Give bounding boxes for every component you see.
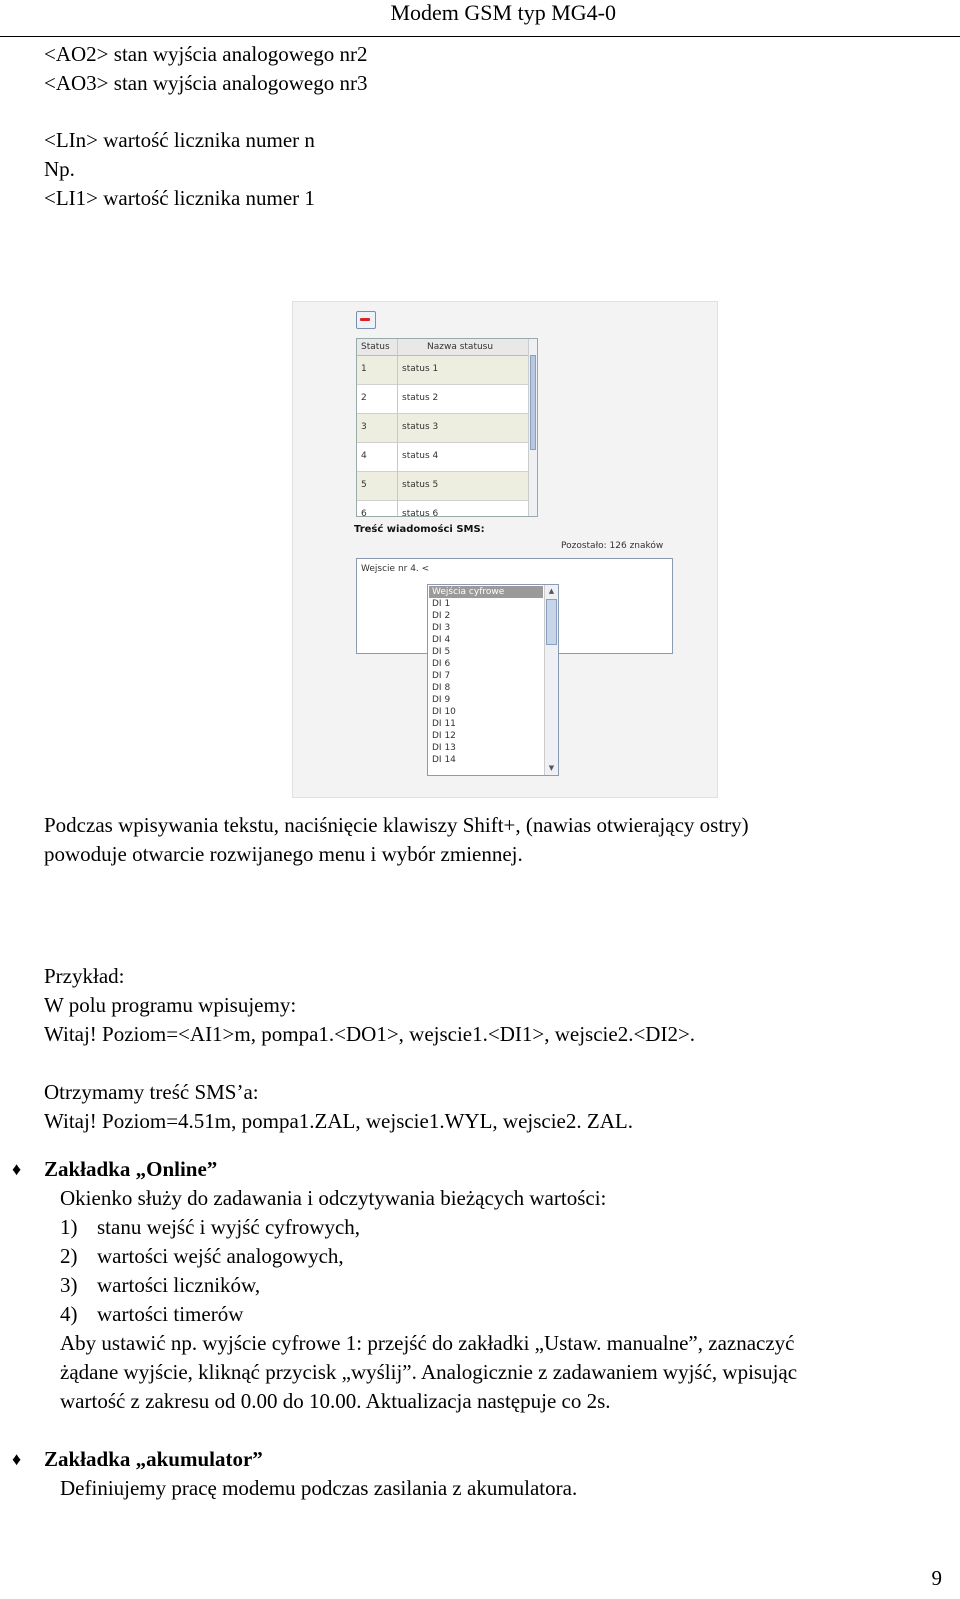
scroll-up-icon[interactable]: ▲ xyxy=(548,587,555,595)
example-line-input-label: W polu programu wpisujemy: xyxy=(44,993,297,1017)
table-row[interactable] xyxy=(357,472,529,501)
row-name: status 3 xyxy=(402,422,439,432)
example-line-result: Witaj! Poziom=4.51m, pompa1.ZAL, wejscie1.WYL, wejscie2. ZAL. xyxy=(44,1109,633,1133)
dropdown-item[interactable]: DI 6 xyxy=(432,659,451,669)
sms-content-label: Treść wiadomości SMS: xyxy=(354,524,485,535)
online-instructions-line1: Aby ustawić np. wyjście cyfrowe 1: przejść do zakładki „Ustaw. manualne”, zaznaczyć xyxy=(60,1331,795,1355)
dropdown-item-selected[interactable]: Wejścia cyfrowe xyxy=(429,586,543,598)
intro-line-li1: <LI1> wartość licznika numer 1 xyxy=(44,186,315,210)
remaining-chars-counter: Pozostało: 126 znaków xyxy=(561,541,664,551)
dropdown-item[interactable]: DI 5 xyxy=(432,647,451,657)
table-row[interactable] xyxy=(357,501,529,517)
scroll-down-icon[interactable]: ▼ xyxy=(548,764,555,772)
row-id: 2 xyxy=(361,393,367,403)
list-item: wartości liczników, xyxy=(97,1273,261,1297)
scrollbar-thumb[interactable] xyxy=(530,355,536,450)
list-item-number: 3) xyxy=(60,1273,78,1297)
status-table-header xyxy=(357,339,529,356)
intro-line-ao3: <AO3> stan wyjścia analogowego nr3 xyxy=(44,71,368,95)
paragraph-shift-line1: Podczas wpisywania tekstu, naciśnięcie klawiszy Shift+, (nawias otwierający ostry) xyxy=(44,813,749,837)
dropdown-item[interactable]: DI 2 xyxy=(432,611,451,621)
online-instructions-line2: żądane wyjście, kliknąć przycisk „wyślij”. Analogicznie z zadawaniem wyjść, wpisując xyxy=(60,1360,798,1384)
paragraph-shift-line2: powoduje otwarcie rozwijanego menu i wybór zmiennej. xyxy=(44,842,523,866)
remove-status-button[interactable] xyxy=(356,311,376,329)
example-line-input: Witaj! Poziom=<AI1>m, pompa1.<DO1>, wejscie1.<DI1>, wejscie2.<DI2>. xyxy=(44,1022,696,1046)
list-item-number: 1) xyxy=(60,1215,78,1239)
row-name: status 2 xyxy=(402,393,439,403)
status-table xyxy=(356,338,538,517)
dropdown-scrollbar[interactable] xyxy=(544,585,558,775)
column-separator xyxy=(397,339,398,516)
sms-message-text: Wejscie nr 4. < xyxy=(361,564,430,574)
list-item: wartości wejść analogowych, xyxy=(97,1244,344,1268)
row-id: 6 xyxy=(361,509,367,517)
variable-dropdown[interactable] xyxy=(427,584,559,776)
table-row[interactable] xyxy=(357,443,529,472)
row-id: 5 xyxy=(361,480,367,490)
row-id: 1 xyxy=(361,364,367,374)
dropdown-item[interactable]: DI 1 xyxy=(432,599,451,609)
list-item: wartości timerów xyxy=(97,1302,244,1326)
page-number: 9 xyxy=(931,1566,942,1590)
dropdown-item[interactable]: DI 7 xyxy=(432,671,451,681)
list-item-number: 2) xyxy=(60,1244,78,1268)
dropdown-item[interactable]: DI 10 xyxy=(432,707,456,717)
row-name: status 1 xyxy=(402,364,439,374)
column-header-status[interactable]: Status xyxy=(361,342,390,352)
section-title-online: Zakładka „Online” xyxy=(44,1157,218,1181)
minus-icon xyxy=(360,318,370,321)
dropdown-item[interactable]: DI 11 xyxy=(432,719,456,729)
scrollbar-thumb[interactable] xyxy=(546,599,557,645)
list-item: stanu wejść i wyjść cyfrowych, xyxy=(97,1215,361,1239)
row-name: status 4 xyxy=(402,451,439,461)
bullet-diamond-icon: ♦ xyxy=(12,1159,22,1179)
header-rule xyxy=(0,36,960,37)
intro-line-lin: <LIn> wartość licznika numer n xyxy=(44,128,315,152)
dropdown-item[interactable]: DI 8 xyxy=(432,683,451,693)
dropdown-item[interactable]: DI 12 xyxy=(432,731,456,741)
section-title-akumulator: Zakładka „akumulator” xyxy=(44,1447,263,1471)
intro-line-np: Np. xyxy=(44,157,75,181)
intro-line-ao2: <AO2> stan wyjścia analogowego nr2 xyxy=(44,42,368,66)
list-item-number: 4) xyxy=(60,1302,78,1326)
table-row[interactable] xyxy=(357,414,529,443)
online-instructions-line3: wartość z zakresu od 0.00 do 10.00. Aktualizacja następuje co 2s. xyxy=(60,1389,611,1413)
embedded-screenshot xyxy=(292,301,718,798)
online-description: Okienko służy do zadawania i odczytywania bieżących wartości: xyxy=(60,1186,607,1210)
column-header-status-name[interactable]: Nazwa statusu xyxy=(427,342,494,352)
table-row[interactable] xyxy=(357,356,529,385)
dropdown-item[interactable]: DI 4 xyxy=(432,635,451,645)
bullet-diamond-icon: ♦ xyxy=(12,1449,22,1469)
dropdown-item[interactable]: DI 3 xyxy=(432,623,451,633)
example-line-result-label: Otrzymamy treść SMS’a: xyxy=(44,1080,259,1104)
document-header-title: Modem GSM typ MG4-0 xyxy=(390,0,616,25)
example-heading: Przykład: xyxy=(44,964,125,988)
status-table-scrollbar[interactable] xyxy=(528,339,537,516)
dropdown-item[interactable]: DI 13 xyxy=(432,743,456,753)
row-name: status 6 xyxy=(402,509,439,517)
row-name: status 5 xyxy=(402,480,439,490)
row-id: 3 xyxy=(361,422,367,432)
row-id: 4 xyxy=(361,451,367,461)
akumulator-description: Definiujemy pracę modemu podczas zasilania z akumulatora. xyxy=(60,1476,578,1500)
dropdown-item[interactable]: DI 9 xyxy=(432,695,451,705)
table-row[interactable] xyxy=(357,385,529,414)
dropdown-item[interactable]: DI 14 xyxy=(432,755,456,765)
